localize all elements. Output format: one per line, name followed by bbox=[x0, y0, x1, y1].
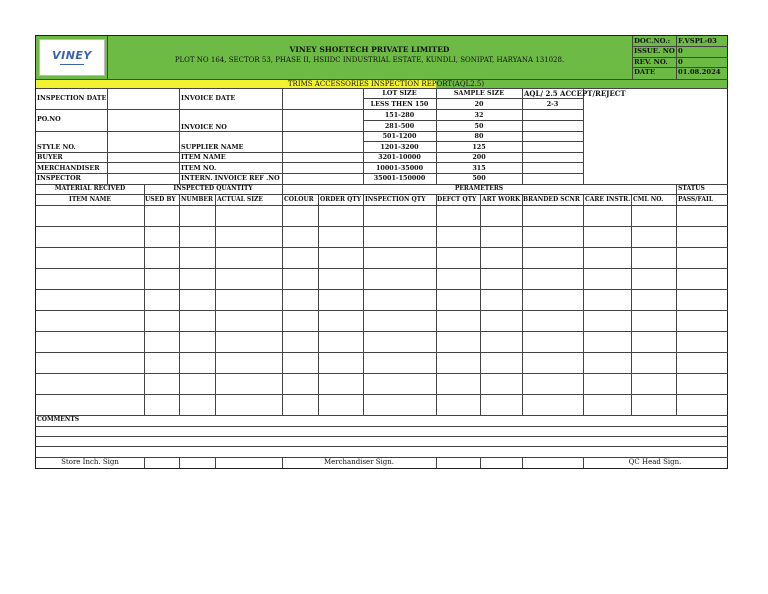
col-line bbox=[522, 457, 523, 468]
col-cml-no: CML NO. bbox=[633, 195, 664, 203]
col-line bbox=[144, 194, 145, 415]
logo-text: VINEY bbox=[52, 49, 92, 62]
comments-label: COMMENTS bbox=[37, 416, 80, 423]
inspector-label: INSPECTOR bbox=[37, 174, 81, 182]
rev-no-value: 0 bbox=[678, 58, 683, 66]
company-name: VINEY SHOETECH PRIVATE LIMITED bbox=[289, 45, 450, 54]
row-line bbox=[36, 109, 363, 110]
merchandiser-label: MERCHANDISER bbox=[37, 164, 100, 172]
table-row bbox=[36, 310, 728, 311]
po-no-label: PO.NO bbox=[37, 115, 61, 123]
col-number: NUMBER bbox=[181, 195, 213, 203]
col-line bbox=[631, 194, 632, 415]
comment-line bbox=[36, 446, 728, 447]
row-line bbox=[36, 184, 728, 185]
col-line bbox=[318, 194, 319, 415]
col-line bbox=[107, 88, 108, 184]
aql-header: AQL/ 2.5 ACCEPT/REJECT bbox=[524, 88, 626, 98]
col-actual-size: ACTUAL SIZE bbox=[217, 195, 263, 203]
col-branded-scnr: BRANDED SCNR bbox=[523, 195, 580, 203]
lot-size-cell: 10001-35000 bbox=[375, 164, 424, 172]
col-order-qty: ORDER QTY bbox=[320, 195, 362, 203]
lot-size-header: LOT SIZE bbox=[382, 89, 417, 97]
col-line bbox=[282, 194, 283, 415]
lot-size-cell: LESS THEN 150 bbox=[370, 100, 429, 108]
sample-size-cell: 50 bbox=[474, 122, 484, 130]
col-line bbox=[215, 194, 216, 415]
table-row bbox=[36, 331, 728, 332]
rev-no-label: REV. NO. bbox=[634, 58, 668, 66]
report-title: TRIMS ACCESSORIES INSPECTION REPORT(AQL2.5) bbox=[287, 79, 485, 88]
date-label: DATE bbox=[634, 68, 656, 76]
qc-sign-label: QC Head Sign. bbox=[628, 458, 682, 466]
table-row bbox=[36, 394, 728, 395]
sample-size-cell: 315 bbox=[472, 164, 486, 172]
table-row bbox=[36, 289, 728, 290]
lot-size-cell: 3201-10000 bbox=[378, 153, 421, 161]
lot-size-cell: 1201-3200 bbox=[380, 143, 419, 151]
lot-size-cell: 501-1200 bbox=[382, 132, 417, 140]
table-row bbox=[36, 352, 728, 353]
col-pass-fail: PASS/FAIL bbox=[678, 195, 714, 203]
col-colour: COLOUR bbox=[284, 195, 314, 203]
buyer-label: BUYER bbox=[37, 153, 63, 161]
row-line bbox=[36, 205, 728, 206]
col-care-instr: CARE INSTR. bbox=[585, 195, 631, 203]
invoice-date-label: INVOICE DATE bbox=[181, 94, 236, 102]
sample-size-cell: 20 bbox=[474, 100, 484, 108]
sample-size-header: SAMPLE SIZE bbox=[453, 89, 505, 97]
col-line bbox=[480, 457, 481, 468]
col-line bbox=[676, 194, 677, 415]
col-line bbox=[282, 88, 283, 184]
col-line bbox=[436, 457, 437, 468]
col-line bbox=[522, 194, 523, 415]
lot-size-cell: 281-500 bbox=[384, 122, 415, 130]
col-line bbox=[480, 194, 481, 415]
table-row bbox=[36, 226, 728, 227]
supplier-name-label: SUPPLIER NAME bbox=[181, 143, 244, 151]
row-line bbox=[36, 194, 728, 195]
col-line bbox=[179, 88, 180, 184]
inspected-quantity-header: INSPECTED QUANTITY bbox=[173, 185, 253, 192]
style-no-label: STYLE NO. bbox=[37, 143, 76, 151]
col-item-name: ITEM NAME bbox=[69, 195, 111, 203]
comment-line bbox=[36, 436, 728, 437]
table-row bbox=[36, 247, 728, 248]
lot-size-cell: 35001-150000 bbox=[373, 174, 426, 182]
sample-size-cell: 125 bbox=[472, 143, 486, 151]
sample-size-cell: 500 bbox=[472, 174, 486, 182]
row-line bbox=[36, 131, 363, 132]
invoice-no-label: INVOICE NO bbox=[181, 123, 227, 131]
col-line bbox=[363, 194, 364, 415]
col-line bbox=[583, 88, 584, 184]
table-row bbox=[36, 373, 728, 374]
col-used-by: USED BY bbox=[145, 195, 176, 203]
col-line bbox=[215, 457, 216, 468]
company-logo bbox=[39, 39, 105, 76]
col-line bbox=[179, 194, 180, 415]
lot-size-cell: 151-280 bbox=[384, 111, 415, 119]
comment-line bbox=[36, 426, 728, 427]
row-line bbox=[363, 162, 583, 163]
col-art-work: ART WORK bbox=[482, 195, 521, 203]
sample-size-cell: 200 bbox=[472, 153, 486, 161]
col-line bbox=[144, 457, 145, 468]
item-name-label: ITEM NAME bbox=[181, 153, 226, 161]
intern-invoice-label: INTERN. INVOICE REF .NO bbox=[181, 174, 280, 182]
sample-size-cell: 32 bbox=[474, 111, 484, 119]
col-defect-qty: DEFCT QTY bbox=[437, 195, 477, 203]
issue-no-value: 0 bbox=[678, 47, 683, 55]
logo-underline bbox=[60, 64, 84, 65]
date-value: 01.08.2024 bbox=[678, 68, 721, 76]
col-line bbox=[676, 184, 677, 194]
row-line bbox=[363, 109, 583, 110]
merchandiser-sign-label: Merchandiser Sign. bbox=[323, 458, 395, 466]
row-line bbox=[363, 98, 583, 99]
col-line bbox=[179, 457, 180, 468]
material-received-header: MATERIAL RECIVED bbox=[54, 185, 126, 192]
col-line bbox=[436, 194, 437, 415]
doc-no-label: DOC.NO.: bbox=[634, 37, 671, 45]
parameters-header: PERAMETERS bbox=[454, 185, 504, 192]
row-line bbox=[36, 162, 363, 163]
company-address: PLOT NO 164, SECTOR 53, PHASE II, HSIIDC INDUSTRIAL ESTATE, KUNDLI, SONIPAT, HARYANA 131028. bbox=[174, 56, 565, 64]
doc-no-value: F.VSPL-03 bbox=[678, 37, 717, 45]
item-no-label: ITEM NO. bbox=[181, 164, 217, 172]
col-line bbox=[583, 194, 584, 415]
table-row bbox=[36, 415, 728, 416]
col-inspection-qty: INSPECTION QTY bbox=[365, 195, 426, 203]
table-row bbox=[36, 268, 728, 269]
row-line bbox=[363, 141, 583, 142]
store-sign-label: Store Inch. Sign bbox=[61, 458, 119, 466]
aql-cell: 2-3 bbox=[546, 100, 559, 108]
status-header: STATUS bbox=[678, 185, 705, 192]
sample-size-cell: 80 bbox=[474, 132, 484, 140]
issue-no-label: ISSUE. NO bbox=[634, 47, 675, 55]
inspection-date-label: INSPECTION DATE bbox=[37, 94, 107, 102]
row-line bbox=[363, 120, 583, 121]
